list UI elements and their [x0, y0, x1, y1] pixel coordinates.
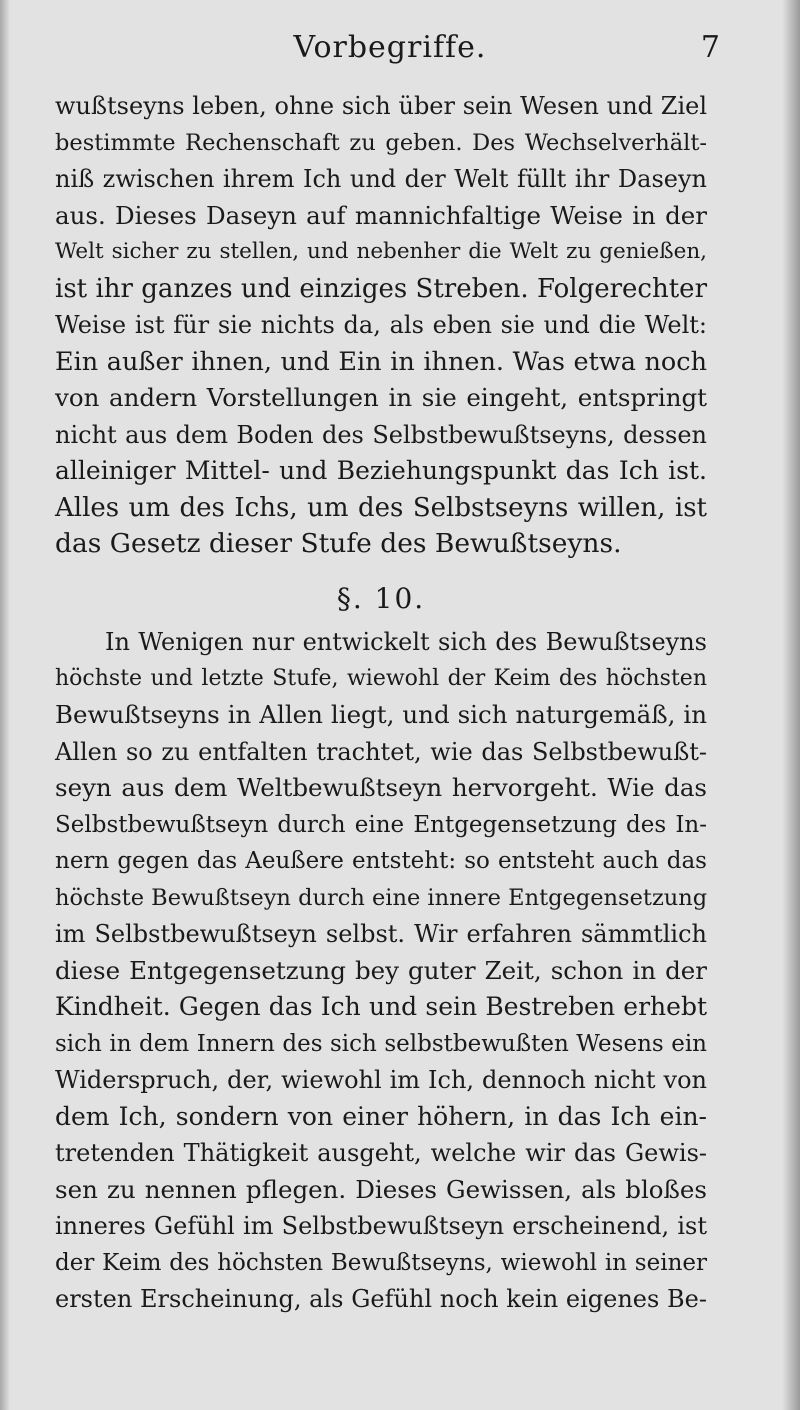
paragraph-continued [55, 88, 707, 563]
text-line: dem Ich, sondern von einer höhern, in das Ich ein- [55, 1101, 707, 1131]
text-line: Ein außer ihnen, und Ein in ihnen. Was etwa noch [55, 346, 707, 377]
text-line: höchste Bewußtseyn durch eine innere Entgegensetzung [55, 884, 708, 911]
text-line: nicht aus dem Boden des Selbstbewußtseyns, dessen [55, 420, 707, 449]
text-line: diese Entgegensetzung bey guter Zeit, schon in der [55, 955, 707, 985]
text-line: ist ihr ganzes und einziges Streben. Folgerechter [55, 273, 707, 304]
text-line: ersten Erscheinung, als Gefühl noch kein eigenes Be- [55, 1285, 707, 1313]
text-line: bestimmte Rechenschaft zu geben. Des Wechselverhält- [55, 129, 707, 156]
text-line: Welt sicher zu stellen, und nebenher die Welt zu genießen, [55, 239, 707, 264]
text-line: nern gegen das Aeußere entsteht: so entsteht auch das [55, 848, 707, 874]
text-line: Bewußtseyns in Allen liegt, und sich naturgemäß, in [55, 700, 707, 729]
paragraph-section-10 [55, 624, 707, 1318]
text-line: aus. Dieses Daseyn auf mannichfaltige Weise in der [55, 200, 707, 230]
text-line: Weise ist für sie nichts da, als eben sie und die Welt: [55, 311, 707, 339]
text-line: niß zwischen ihrem Ich und der Welt füllt ihr Daseyn [55, 165, 707, 193]
running-head: Vorbegriffe. [293, 30, 487, 65]
text-line: höchste und letzte Stufe, wiewohl der Keim des höchsten [55, 665, 707, 691]
text-line: seyn aus dem Weltbewußtseyn hervorgeht. Wie das [55, 773, 707, 802]
text-line: das Gesetz dieser Stufe des Bewußtseyns. [55, 528, 622, 559]
text-line: alleiniger Mittel- und Beziehungspunkt das Ich ist. [55, 456, 707, 485]
text-line: sen zu nennen pflegen. Dieses Gewissen, als bloßes [55, 1174, 707, 1204]
text-line: im Selbstbewußtseyn selbst. Wir erfahren sämmtlich [55, 920, 707, 948]
text-line: wußtseyns leben, ohne sich über sein Wesen und Ziel [55, 92, 707, 120]
text-line: Widerspruch, der, wiewohl im Ich, dennoch nicht von [55, 1066, 707, 1094]
section-heading: §. 10. [336, 582, 426, 615]
text-line: von andern Vorstellungen in sie eingeht, entspringt [55, 383, 707, 412]
text-line: Allen so zu entfalten trachtet, wie das Selbstbewußt- [55, 737, 707, 766]
text-line: sich in dem Innern des sich selbstbewußten Wesens ein [55, 1030, 707, 1057]
page-number: 7 [700, 30, 720, 65]
text-line: Selbstbewußtseyn durch eine Entgegensetzung des In- [55, 811, 707, 838]
text-line: Alles um des Ichs, um des Selbstseyns willen, ist [55, 492, 707, 523]
text-line: inneres Gefühl im Selbstbewußtseyn erscheinend, ist [55, 1212, 707, 1240]
text-line: In Wenigen nur entwickelt sich des Bewußtseyns [105, 628, 707, 656]
page-header [60, 22, 720, 72]
text-line: tretenden Thätigkeit ausgeht, welche wir das Gewis- [55, 1139, 707, 1167]
text-line: der Keim des höchsten Bewußtseyns, wiewohl in seiner [55, 1249, 707, 1276]
text-line: Kindheit. Gegen das Ich und sein Bestreben erhebt [55, 992, 707, 1021]
